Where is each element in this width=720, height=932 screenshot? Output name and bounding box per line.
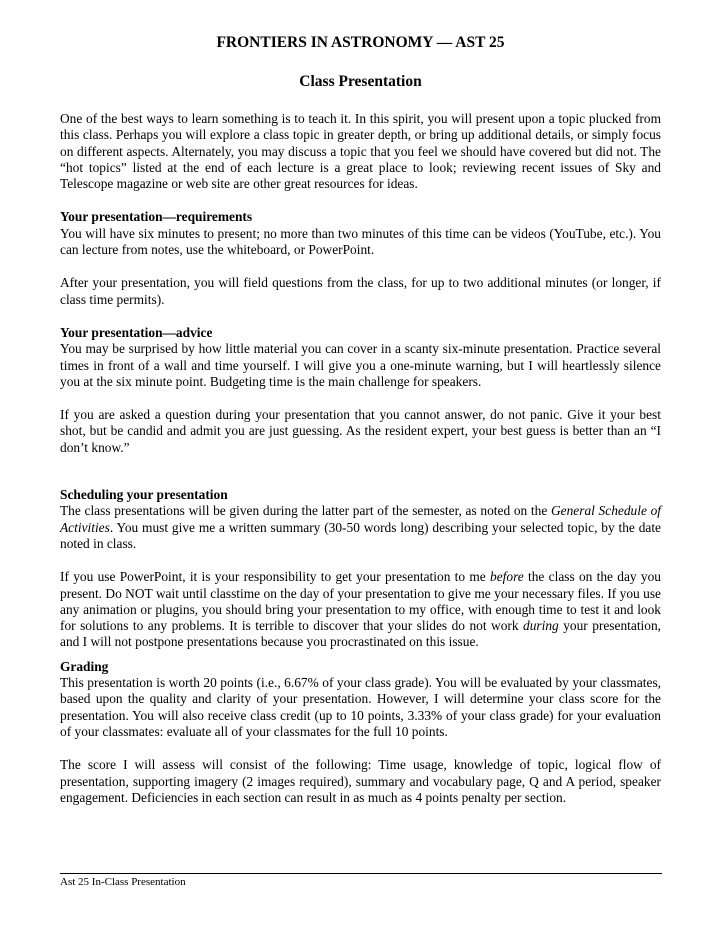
grading-heading: Grading <box>60 658 109 674</box>
scheduling-paragraph-1 <box>60 503 661 552</box>
advice-heading: Your presentation—advice <box>60 324 213 340</box>
advice-paragraph-2: If you are asked a question during your presentation that you cannot answer, do not panic. Give it your best shot, but be candid and admit you are just guessing. As the resident expert, your best guess is better than an “I don’t know.” <box>60 407 661 455</box>
scheduling-p2-text-b: the class on the day you present. Do NOT wait until classtime on the day of your presentation to give me your necessary files. If you use any animation or plugins, you should bring your presentation to my office, with enough time to test it and look for solutions to any problems. It is terrible to discover that your slides do not work <box>60 569 661 634</box>
scheduling-p2-text-a: If you use PowerPoint, it is your responsibility to get your presentation to me <box>60 569 491 585</box>
intro-paragraph: One of the best ways to learn something is to teach it. In this spirit, you will present upon a topic plucked from this class. Perhaps you will explore a class topic in greater depth, or bring up additional details, or simply focus on different aspects. Alternately, you may discuss a topic that you feel we should have covered but did not. The “hot topics” listed at the end of each lecture is a great place to look; reviewing recent issues of Sky and Telescope magazine or web site are other great resources for ideas. <box>60 111 661 192</box>
scheduling-heading: Scheduling your presentation <box>60 487 228 503</box>
emphasis-during: during <box>523 618 559 634</box>
requirements-paragraph-2: After your presentation, you will field questions from the class, for up to two additional minutes (or longer, if class time permits). <box>60 275 661 307</box>
grading-paragraph-2: The score I will assess will consist of the following: Time usage, knowledge of topic, logical flow of presentation, supporting imagery (2 images required), summary and vocabulary page, Q and A period, speaker engagement. Deficiencies in each section can result in as much as 4 points penalty per section. <box>60 757 661 805</box>
schedule-reference: General Schedule of Activities <box>60 503 661 535</box>
advice-paragraph-1: You may be surprised by how little material you can cover in a scanty six-minute presentation. Practice several times in front of a wall and time yourself. I will give you a one-minute warning, but I will heartlessly silence you at the six minute point. Budgeting time is the main challenge for speakers. <box>60 341 661 389</box>
scheduling-p1-text-b: . You must give me a written summary (30-50 words long) describing your selected topic, by the date noted in class. <box>60 519 661 551</box>
scheduling-p2-text-c: your presentation, and I will not postpone presentations because you procrastinated on this issue. <box>60 618 661 650</box>
requirements-heading: Your presentation—requirements <box>60 209 253 225</box>
scheduling-paragraph-2 <box>60 569 661 650</box>
page-footer: Ast 25 In-Class Presentation <box>60 876 186 888</box>
grading-paragraph-1: This presentation is worth 20 points (i.e., 6.67% of your class grade). You will be evaluated by your classmates, based upon the quality and clarity of your presentation. However, I will determine your class score for the presentation. You will also receive class credit (up to 10 points, 3.33% of your class grade) for your evaluation of your classmates: evaluate all of your classmates for the full 10 points. <box>60 675 661 739</box>
document-body <box>60 33 661 806</box>
scheduling-p1-text-a: The class presentations will be given during the latter part of the semester, as noted on the <box>60 503 551 519</box>
emphasis-before: before <box>490 569 524 585</box>
document-title: FRONTIERS IN ASTRONOMY — AST 25 <box>216 34 505 51</box>
requirements-paragraph-1: You will have six minutes to present; no more than two minutes of this time can be videos (YouTube, etc.). You can lecture from notes, use the whiteboard, or PowerPoint. <box>60 225 661 258</box>
footer-divider <box>60 873 662 874</box>
document-subtitle: Class Presentation <box>299 73 422 90</box>
